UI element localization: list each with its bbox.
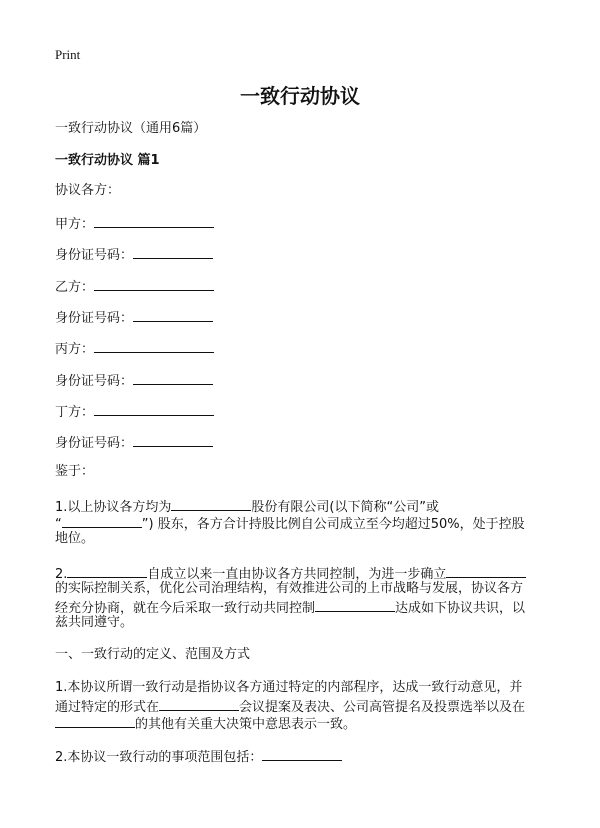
fill-in-blank	[62, 514, 142, 528]
fill-in-blank	[94, 214, 214, 228]
party-label: 乙方：	[55, 279, 95, 295]
fill-in-blank	[94, 277, 214, 291]
party-field	[55, 277, 214, 296]
document-title: 一致行动协议	[240, 84, 360, 108]
paragraph-text: 自成立以来一直由协议各方共同控制，为进一步确立	[147, 567, 447, 582]
party-field	[55, 402, 214, 421]
paragraph-line	[55, 514, 525, 533]
paragraph-text: 的实际控制关系，优化公司治理结构，有效推进公司的上市战略与发展，协议各方	[55, 581, 524, 596]
paragraph-text: 一、一致行动的定义、范围及方式	[55, 647, 251, 662]
party-label: 丙方：	[55, 342, 95, 358]
party-field	[55, 214, 214, 233]
paragraph-line	[55, 680, 522, 696]
paragraph-text: 兹共同遵守。	[55, 615, 134, 630]
paragraph-line	[55, 531, 94, 547]
paragraph-text: 2.	[55, 567, 68, 582]
paragraph-text: 1.本协议所谓一致行动是指协议各方通过特定的内部程序，达成一致行动意见，并	[55, 680, 523, 695]
fill-in-blank	[133, 245, 213, 259]
paragraph-text: 1.以上协议各方均为	[55, 500, 172, 515]
fill-in-blank	[94, 402, 214, 416]
party-label: 身份证号码：	[55, 248, 134, 264]
party-field	[55, 371, 213, 390]
print-link[interactable]: Print	[55, 47, 81, 62]
paragraph-line	[55, 714, 356, 733]
document-subtitle: 一致行动协议（通用6篇）	[55, 121, 207, 136]
fill-in-blank	[133, 308, 213, 322]
paragraph-text: ”) 股东，各方合计持股比例自公司成立至今均超过50%，处于控股	[141, 517, 525, 532]
fill-in-blank	[55, 714, 135, 728]
paragraph-text: 会议提案及表决、公司高管提名及投票选举以及在	[239, 700, 526, 715]
party-label: 甲方：	[55, 217, 95, 232]
party-field	[55, 245, 213, 264]
paragraph-text: 达成如下协议共识，以	[395, 601, 526, 616]
fill-in-blank	[133, 433, 213, 447]
fill-in-blank	[94, 339, 214, 353]
paragraph-line	[55, 581, 523, 597]
fill-in-blank	[171, 497, 251, 511]
paragraph-text: 通过特定的形式在	[55, 700, 160, 715]
fill-in-blank	[159, 697, 239, 711]
parties-label: 协议各方：	[55, 183, 121, 198]
party-label: 身份证号码：	[55, 373, 134, 389]
party-field	[55, 308, 213, 327]
fill-in-blank	[446, 564, 526, 578]
paragraph-text: 经充分协商，就在今后采取一致行动共同控制	[55, 601, 316, 616]
party-field	[55, 433, 213, 452]
paragraph-line	[55, 615, 133, 631]
fill-in-blank	[133, 371, 213, 385]
paragraph-line	[55, 647, 250, 663]
fill-in-blank	[67, 564, 147, 578]
fill-in-blank	[315, 598, 395, 612]
party-label: 身份证号码：	[55, 310, 134, 326]
paragraph-text: 2.本协议一致行动的事项范围包括：	[55, 750, 263, 765]
party-label: 丁方：	[55, 404, 95, 420]
section-heading: 一致行动协议 篇1	[55, 153, 160, 168]
paragraph-text: 地位。	[55, 531, 95, 546]
paragraph-line	[55, 747, 342, 766]
paragraph-text: “	[55, 517, 62, 532]
party-label: 身份证号码：	[55, 436, 134, 452]
fill-in-blank	[262, 747, 342, 761]
party-field	[55, 339, 214, 358]
whereas-label: 鉴于：	[55, 464, 95, 479]
paragraph-text: 股份有限公司(以下简称“公司”或	[251, 500, 439, 515]
paragraph-text: 的其他有关重大决策中意思表示一致。	[135, 717, 357, 732]
